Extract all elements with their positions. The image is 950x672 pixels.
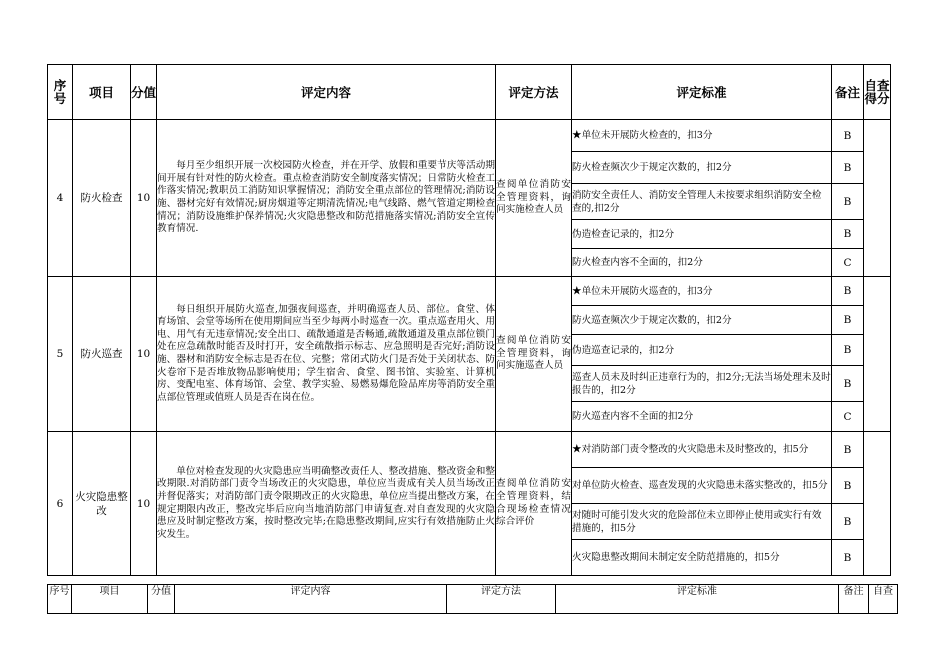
row-score: 10 <box>131 432 157 576</box>
table-row <box>48 277 891 306</box>
standard-item: 防火检查内容不全面的，扣2分 <box>572 249 832 277</box>
header-row <box>48 65 891 120</box>
footer-note: 备注 <box>839 585 869 614</box>
note-cell: B <box>832 220 864 249</box>
footer-seq: 序号 <box>48 585 72 614</box>
footer-standard: 评定标准 <box>556 585 839 614</box>
note-cell: B <box>832 432 864 468</box>
header-note: 备注 <box>832 65 864 120</box>
header-item: 项目 <box>73 65 131 120</box>
row-seq: 4 <box>48 120 73 277</box>
evaluation-table <box>47 64 891 576</box>
standard-item: 伪造检查记录的，扣2分 <box>572 220 832 249</box>
header-method: 评定方法 <box>496 65 572 120</box>
row-content: 单位对检查发现的火灾隐患应当明确整改责任人、整改措施、整改资金和整改期限.对消防部门责令当场改正的火灾隐患，单位应当责成有关人员当场改正并督促落实；对消防部门责令限期改正的火灾隐患，单位应当提出整改方案，在规定期限内改正，整改完毕后应向当地消防部门申请复查.对自查发现的火灾隐患应及时制定整改方案，按时整改完毕;在隐患整改期间,应实行有效措施防止火灾发生。 <box>157 432 496 576</box>
standard-item: 火灾隐患整改期间未制定安全防范措施的，扣5分 <box>572 540 832 576</box>
standard-item: 伪造巡查记录的，扣2分 <box>572 335 832 366</box>
note-cell: B <box>832 306 864 335</box>
row-content: 每日组织开展防火巡查,加强夜间巡查，并明确巡查人员、部位。食堂、体育场馆、会堂等场所在使用期间应当至少每两小时巡查一次。重点巡查用火、用电、用气有无违章情况;安全出口、疏散通道是否畅通,疏散通道及重点部位锁门处在应急疏散时能否及时打开，安全疏散指示标志、应急照明是否完好;消防设施、器材和消防安全标志是否在位、完整；常闭式防火门是否处于关闭状态、防火卷帘下是否堆放物品影响使用；学生宿舍、食堂、图书馆、实验室、计算机房、变配电室、体育场馆、会堂、教学实验、易燃易爆危险品库房等消防安全重点部位管理或值班人员是否在岗在位。 <box>157 277 496 432</box>
row-method: 查阅单位消防安全管理资料，结合现场检查情况综合评价 <box>496 432 572 576</box>
standard-item: 防火检查频次少于规定次数的，扣2分 <box>572 152 832 184</box>
note-cell: B <box>832 277 864 306</box>
row-item: 防火巡查 <box>73 277 131 432</box>
header-score: 分值 <box>131 65 157 120</box>
footer-item: 项目 <box>72 585 148 614</box>
standard-item: 巡查人员未及时纠正违章行为的，扣2分;无法当场处理未及时报告的，扣2分 <box>572 366 832 402</box>
note-cell: B <box>832 184 864 220</box>
standard-item: 防火巡查内容不全面的扣2分 <box>572 402 832 432</box>
standard-item: 防火巡查频次少于规定次数的，扣2分 <box>572 306 832 335</box>
footer-content: 评定内容 <box>175 585 447 614</box>
footer-score: 分值 <box>148 585 175 614</box>
standard-item: ★对消防部门责令整改的火灾隐患未及时整改的，扣5分 <box>572 432 832 468</box>
footer-self: 自查 <box>869 585 898 614</box>
note-cell: C <box>832 402 864 432</box>
standard-item: ★单位未开展防火巡查的，扣3分 <box>572 277 832 306</box>
row-method: 查阅单位消防安全管理资料，询问实施巡查人员 <box>496 277 572 432</box>
note-cell: B <box>832 335 864 366</box>
header-content: 评定内容 <box>157 65 496 120</box>
self-score-cell[interactable] <box>864 120 891 277</box>
standard-item: 对单位防火检查、巡查发现的火灾隐患未落实整改的，扣5分 <box>572 468 832 504</box>
header-self: 自查得分 <box>864 65 891 120</box>
row-item: 火灾隐患整改 <box>73 432 131 576</box>
row-score: 10 <box>131 277 157 432</box>
note-cell: B <box>832 504 864 540</box>
row-score: 10 <box>131 120 157 277</box>
note-cell: C <box>832 249 864 277</box>
continuation-header <box>47 584 898 614</box>
row-method: 查阅单位消防安全管理资料，询问实施检查人员 <box>496 120 572 277</box>
note-cell: B <box>832 468 864 504</box>
note-cell: B <box>832 120 864 152</box>
table-row <box>48 432 891 468</box>
standard-item: 消防安全责任人、消防安全管理人未按要求组织消防安全检查的,扣2分 <box>572 184 832 220</box>
header-seq: 序号 <box>48 65 73 120</box>
row-seq: 6 <box>48 432 73 576</box>
row-seq: 5 <box>48 277 73 432</box>
note-cell: B <box>832 366 864 402</box>
row-item: 防火检查 <box>73 120 131 277</box>
standard-item: 对随时可能引发火灾的危险部位未立即停止使用或实行有效措施的，扣5分 <box>572 504 832 540</box>
self-score-cell[interactable] <box>864 277 891 432</box>
standard-item: ★单位未开展防火检查的，扣3分 <box>572 120 832 152</box>
self-score-cell[interactable] <box>864 432 891 576</box>
row-content: 每月至少组织开展一次校园防火检查，并在开学、放假和重要节庆等活动期间开展有针对性的防火检查。重点检查消防安全制度落实情况；日常防火检查工作落实情况;教职员工消防知识掌握情况；消防安全重点部位的管理情况;消防设施、器材完好有效情况;厨房烟道等定期清洗情况;电气线路、燃气管道定期检查情况；消防设施维护保养情况;火灾隐患整改和防范措施落实情况;消防安全宣传教育情况. <box>157 120 496 277</box>
table-row <box>48 120 891 152</box>
header-standard: 评定标准 <box>572 65 832 120</box>
footer-method: 评定方法 <box>447 585 556 614</box>
note-cell: B <box>832 152 864 184</box>
note-cell: B <box>832 540 864 576</box>
